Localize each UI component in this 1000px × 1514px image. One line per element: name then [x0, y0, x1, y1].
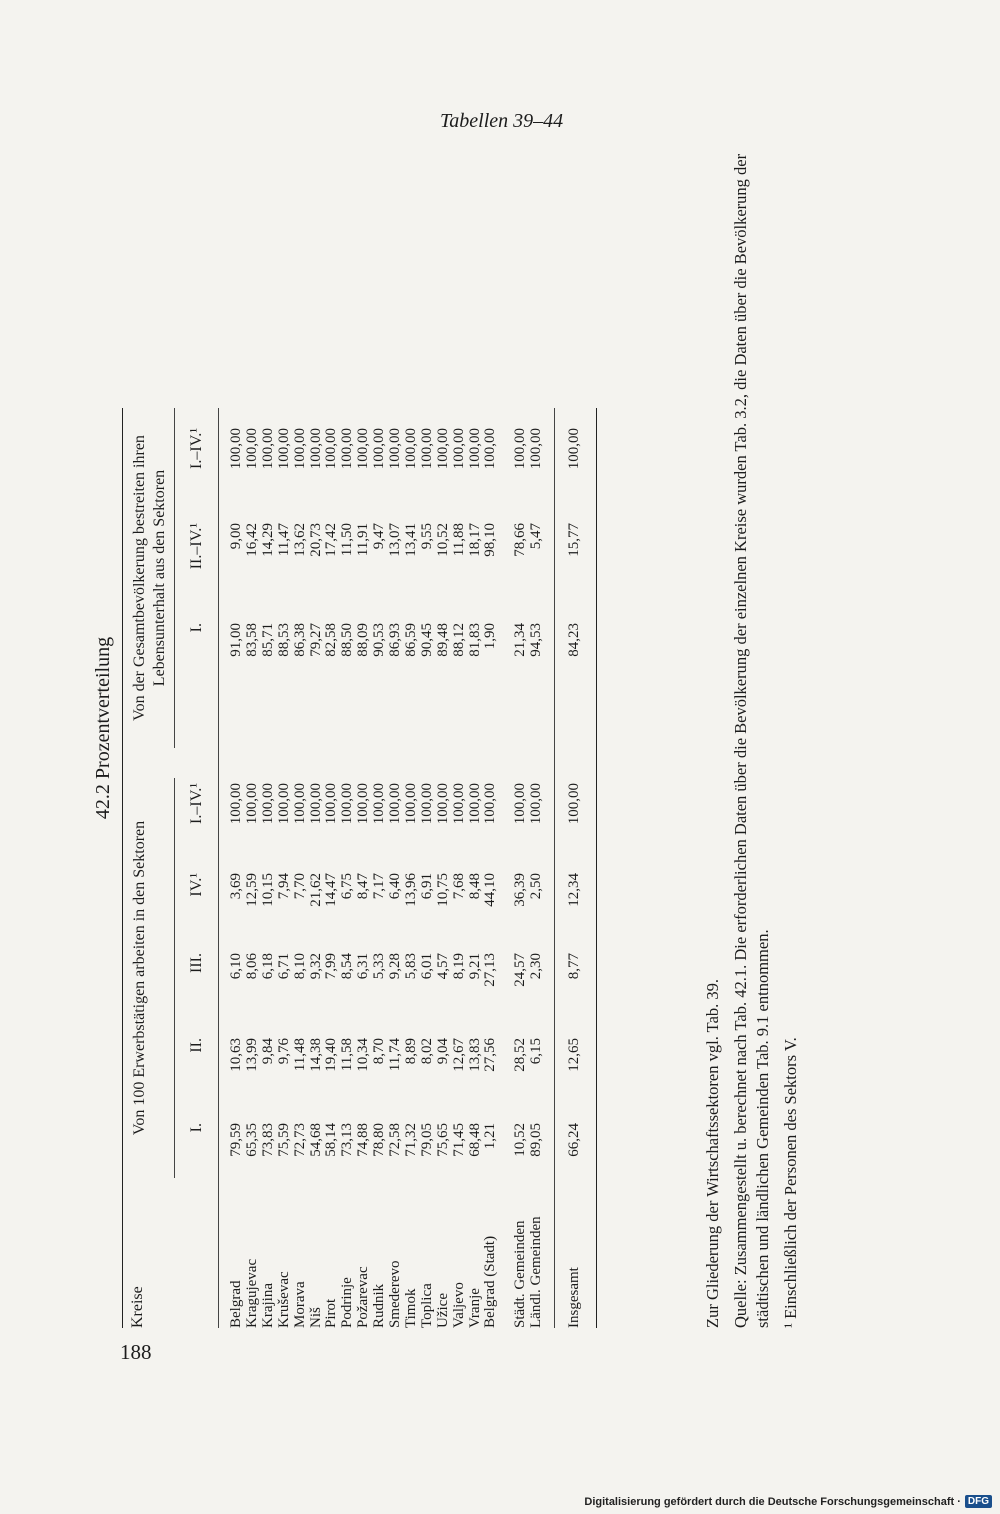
table-cell: 11,47: [275, 523, 292, 557]
total-cell: 12,65: [566, 1038, 583, 1072]
column-header: II.–IV.¹: [188, 523, 205, 570]
table-cell: 10,15: [259, 873, 276, 907]
table-cell: 100,00: [243, 428, 260, 470]
table-cell: 100,00: [307, 428, 324, 470]
table-cell: 75,59: [275, 1123, 292, 1157]
table-cell: 10,75: [434, 873, 451, 907]
table-cell: 7,68: [450, 873, 467, 900]
table-cell: 5,33: [371, 953, 388, 980]
table-cell: 100,00: [434, 783, 451, 825]
note-footnote: ¹ Einschließlich der Personen des Sektors V.: [781, 1037, 800, 1328]
table-cell: 72,58: [387, 1123, 403, 1157]
table-cell: 18,17: [466, 523, 483, 557]
table-cell: 90,53: [371, 623, 388, 657]
table-cell: 6,01: [418, 953, 435, 980]
table-row-label: Morava: [291, 1281, 308, 1328]
table-cell: 8,02: [418, 1038, 435, 1065]
table-cell: 5,47: [528, 523, 545, 550]
table-cell: 11,91: [355, 523, 372, 557]
table-cell: 83,58: [243, 623, 260, 657]
table-cell: 6,91: [418, 873, 435, 900]
table-cell: 81,83: [466, 623, 483, 657]
table-cell: 21,62: [307, 873, 324, 907]
table-cell: 100,00: [228, 783, 244, 825]
table-cell: 79,05: [418, 1123, 435, 1157]
total-cell: 84,23: [566, 623, 583, 657]
table-cell: 100,00: [259, 783, 276, 825]
table-cell: 24,57: [512, 953, 529, 987]
table-cell: 100,00: [275, 783, 292, 825]
table-cell: 8,70: [371, 1038, 388, 1065]
table-cell: 100,00: [259, 428, 276, 470]
table-cell: 2,50: [528, 873, 545, 900]
table-cell: 100,00: [387, 783, 403, 825]
table-cell: 6,15: [528, 1038, 545, 1065]
table-cell: 12,59: [243, 873, 260, 907]
table-cell: 6,40: [387, 873, 403, 900]
table-cell: 89,48: [434, 623, 451, 657]
table-cell: 100,00: [228, 428, 244, 470]
table-cell: 100,00: [466, 428, 483, 470]
table-cell: 36,39: [512, 873, 529, 907]
table-cell: 91,00: [228, 623, 244, 657]
column-header: II.: [188, 1038, 205, 1053]
note-structure: Zur Gliederung der Wirtschaftssektoren vgl. Tab. 39.: [703, 978, 722, 1328]
table-cell: 75,65: [434, 1123, 451, 1157]
table-cell: 13,62: [291, 523, 308, 557]
table-cell: 12,67: [450, 1038, 467, 1072]
table-cell: 28,52: [512, 1038, 529, 1072]
table-cell: 100,00: [512, 783, 529, 825]
table-cell: 10,63: [228, 1038, 244, 1072]
table-cell: 7,99: [323, 953, 340, 980]
note-source: Quelle: Zusammengestellt u. berechnet nach Tab. 42.1. Die erforderlichen Daten über die Bevölkerung der einzelnen Kreise wurden Tab. 3.2, die Daten über die Bevölkerung der städtischen und ländlichen Gemeinden Tab. 9.1 entnommen.: [731, 153, 772, 1328]
table-cell: 3,69: [228, 873, 244, 900]
table-cell: 100,00: [323, 428, 340, 470]
table-cell: 8,06: [243, 953, 260, 980]
table-cell: 82,58: [323, 623, 340, 657]
total-cell: 12,34: [566, 873, 583, 907]
header-group-population: Von der Gesamtbevölkerung bestreiten ihren Lebensunterhalt aus den Sektoren: [131, 435, 168, 721]
table-cell: 100,00: [291, 428, 308, 470]
data-table: [122, 128, 682, 1328]
table-cell: 14,38: [307, 1038, 324, 1072]
column-header: IV.¹: [188, 873, 205, 897]
total-cell: 15,77: [566, 523, 583, 557]
table-cell: 100,00: [512, 428, 529, 470]
table-cell: 11,50: [339, 523, 356, 557]
table-cell: 90,45: [418, 623, 435, 657]
table-cell: 88,12: [450, 623, 467, 657]
total-cell: 100,00: [566, 428, 583, 470]
table-cell: 16,42: [243, 523, 260, 557]
table-cell: 6,75: [339, 873, 356, 900]
table-row-label: Toplica: [418, 1283, 435, 1328]
table-cell: 4,57: [434, 953, 451, 980]
table-cell: 8,48: [466, 873, 483, 900]
table-cell: 19,40: [323, 1038, 340, 1072]
table-cell: 8,10: [291, 953, 308, 980]
running-head: Tabellen 39–44: [440, 110, 564, 132]
table-cell: 6,10: [228, 953, 244, 980]
header-group-employed: Von 100 Erwerbstätigen arbeiten in den Sektoren: [131, 820, 148, 1136]
table-cell: 58,14: [323, 1123, 340, 1157]
table-cell: 86,93: [387, 623, 403, 657]
table-cell: 100,00: [528, 783, 545, 825]
table-cell: 100,00: [434, 428, 451, 470]
table-cell: 100,00: [466, 783, 483, 825]
table-cell: 14,47: [323, 873, 340, 907]
table-cell: 100,00: [291, 783, 308, 825]
table-cell: 7,17: [371, 873, 388, 900]
rule-line: [174, 778, 175, 1178]
total-cell: 100,00: [566, 783, 583, 825]
table-cell: 100,00: [482, 783, 499, 825]
table-cell: 98,10: [482, 523, 499, 557]
table-cell: 71,45: [450, 1123, 467, 1157]
table-row-label: Smederevo: [387, 1260, 403, 1328]
table-cell: 78,80: [371, 1123, 388, 1157]
table-cell: 13,07: [387, 523, 403, 557]
table-cell: 7,70: [291, 873, 308, 900]
table-cell: 73,13: [339, 1123, 356, 1157]
table-cell: 11,74: [387, 1038, 403, 1072]
footer-text: Digitalisierung gefördert durch die Deutsche Forschungsgemeinschaft ·: [584, 1495, 961, 1508]
table-cell: 100,00: [307, 783, 324, 825]
table-cell: 54,68: [307, 1123, 324, 1157]
column-header: I.: [188, 623, 205, 633]
dfg-logo: DFG: [965, 1495, 992, 1508]
table-cell: 100,00: [371, 783, 388, 825]
table-cell: 79,59: [228, 1123, 244, 1157]
table-cell: 88,53: [275, 623, 292, 657]
table-cell: 17,42: [323, 523, 340, 557]
table-cell: 74,88: [355, 1123, 372, 1157]
table-cell: 100,00: [355, 783, 372, 825]
table-cell: 94,53: [528, 623, 545, 657]
table-row-label: Belgrad: [228, 1280, 244, 1328]
table-row-label: Požarevac: [355, 1266, 372, 1328]
table-cell: 8,54: [339, 953, 356, 980]
table-cell: 100,00: [402, 783, 419, 825]
table-cell: 100,00: [243, 783, 260, 825]
table-title: 42.2 Prozentverteilung: [92, 636, 114, 820]
table-cell: 13,96: [402, 873, 419, 907]
table-cell: 100,00: [339, 783, 356, 825]
table-cell: 78,66: [512, 523, 529, 557]
table-cell: 100,00: [402, 428, 419, 470]
page-number: 188: [120, 1340, 152, 1364]
table-cell: 14,29: [259, 523, 276, 557]
table-cell: 1,90: [482, 623, 499, 650]
table-cell: 85,71: [259, 623, 276, 657]
table-row-label: Belgrad (Stadt): [482, 1235, 499, 1328]
table-row-label: Krajina: [259, 1283, 276, 1328]
rule-line: [218, 408, 219, 1328]
table-cell: 5,83: [402, 953, 419, 980]
total-cell: 66,24: [566, 1123, 583, 1157]
table-row-label: Ländl. Gemeinden: [528, 1216, 545, 1328]
table-cell: 9,47: [371, 523, 388, 550]
table-cell: 11,88: [450, 523, 467, 557]
table-cell: 1,21: [482, 1123, 499, 1150]
digitization-footer: [584, 1495, 992, 1508]
total-cell: 8,77: [566, 953, 583, 980]
table-cell: 100,00: [482, 428, 499, 470]
table-cell: 9,84: [259, 1038, 276, 1065]
table-cell: 71,32: [402, 1123, 419, 1157]
table-cell: 9,21: [466, 953, 483, 980]
table-cell: 21,34: [512, 623, 529, 657]
table-cell: 100,00: [339, 428, 356, 470]
total-row-label: Insgesamt: [566, 1267, 583, 1328]
table-cell: 27,56: [482, 1038, 499, 1072]
table-row-label: Kragujevac: [243, 1258, 260, 1328]
table-cell: 100,00: [528, 428, 545, 470]
table-row-label: Valjevo: [450, 1282, 467, 1328]
table-row-label: Vranje: [466, 1288, 483, 1328]
table-cell: 8,89: [402, 1038, 419, 1065]
table-cell: 11,58: [339, 1038, 356, 1072]
table-cell: 9,32: [307, 953, 324, 980]
table-cell: 10,52: [434, 523, 451, 557]
rotated-table-block: [92, 128, 882, 1328]
header-kreise: Kreise: [129, 1286, 146, 1328]
table-notes: [702, 128, 808, 1328]
table-row-label: Timok: [402, 1288, 419, 1328]
table-cell: 6,31: [355, 953, 372, 980]
table-cell: 9,28: [387, 953, 403, 980]
table-cell: 10,34: [355, 1038, 372, 1072]
table-cell: 6,18: [259, 953, 276, 980]
table-cell: 20,73: [307, 523, 324, 557]
table-cell: 9,76: [275, 1038, 292, 1065]
table-cell: 9,55: [418, 523, 435, 550]
table-cell: 88,50: [339, 623, 356, 657]
table-cell: 27,13: [482, 953, 499, 987]
table-cell: 100,00: [323, 783, 340, 825]
table-cell: 100,00: [450, 428, 467, 470]
table-cell: 9,04: [434, 1038, 451, 1065]
table-cell: 9,00: [228, 523, 244, 550]
table-cell: 13,41: [402, 523, 419, 557]
table-cell: 10,52: [512, 1123, 529, 1157]
column-header: I.: [188, 1123, 205, 1133]
table-cell: 100,00: [275, 428, 292, 470]
table-cell: 44,10: [482, 873, 499, 907]
table-cell: 73,83: [259, 1123, 276, 1157]
table-cell: 7,94: [275, 873, 292, 900]
rule-line: [596, 408, 597, 1328]
column-header: I.–IV.¹: [188, 428, 205, 469]
table-cell: 13,99: [243, 1038, 260, 1072]
table-row-label: Podrinje: [339, 1277, 356, 1328]
column-header: III.: [188, 953, 205, 973]
rule-line: [554, 408, 555, 1328]
table-cell: 86,38: [291, 623, 308, 657]
table-cell: 13,83: [466, 1038, 483, 1072]
table-row-label: Städt. Gemeinden: [512, 1220, 529, 1328]
table-cell: 11,48: [291, 1038, 308, 1072]
table-cell: 88,09: [355, 623, 372, 657]
table-cell: 72,73: [291, 1123, 308, 1157]
table-row-label: Užice: [434, 1293, 451, 1328]
rule-line: [122, 408, 123, 1328]
table-cell: 100,00: [371, 428, 388, 470]
table-row-label: Pirot: [323, 1298, 340, 1328]
table-cell: 100,00: [387, 428, 403, 470]
table-cell: 100,00: [418, 783, 435, 825]
rule-line: [174, 408, 175, 748]
table-cell: 65,35: [243, 1123, 260, 1157]
table-cell: 79,27: [307, 623, 324, 657]
table-cell: 6,71: [275, 953, 292, 980]
table-cell: 2,30: [528, 953, 545, 980]
table-row-label: Rudnik: [371, 1283, 388, 1328]
table-cell: 89,05: [528, 1123, 545, 1157]
table-row-label: Niš: [307, 1307, 324, 1328]
table-cell: 68,48: [466, 1123, 483, 1157]
table-row-label: Kruševac: [275, 1271, 292, 1328]
table-cell: 100,00: [450, 783, 467, 825]
table-cell: 100,00: [355, 428, 372, 470]
table-cell: 8,47: [355, 873, 372, 900]
table-cell: 86,59: [402, 623, 419, 657]
column-header: I.–IV.¹: [188, 783, 205, 824]
table-cell: 8,19: [450, 953, 467, 980]
table-cell: 100,00: [418, 428, 435, 470]
